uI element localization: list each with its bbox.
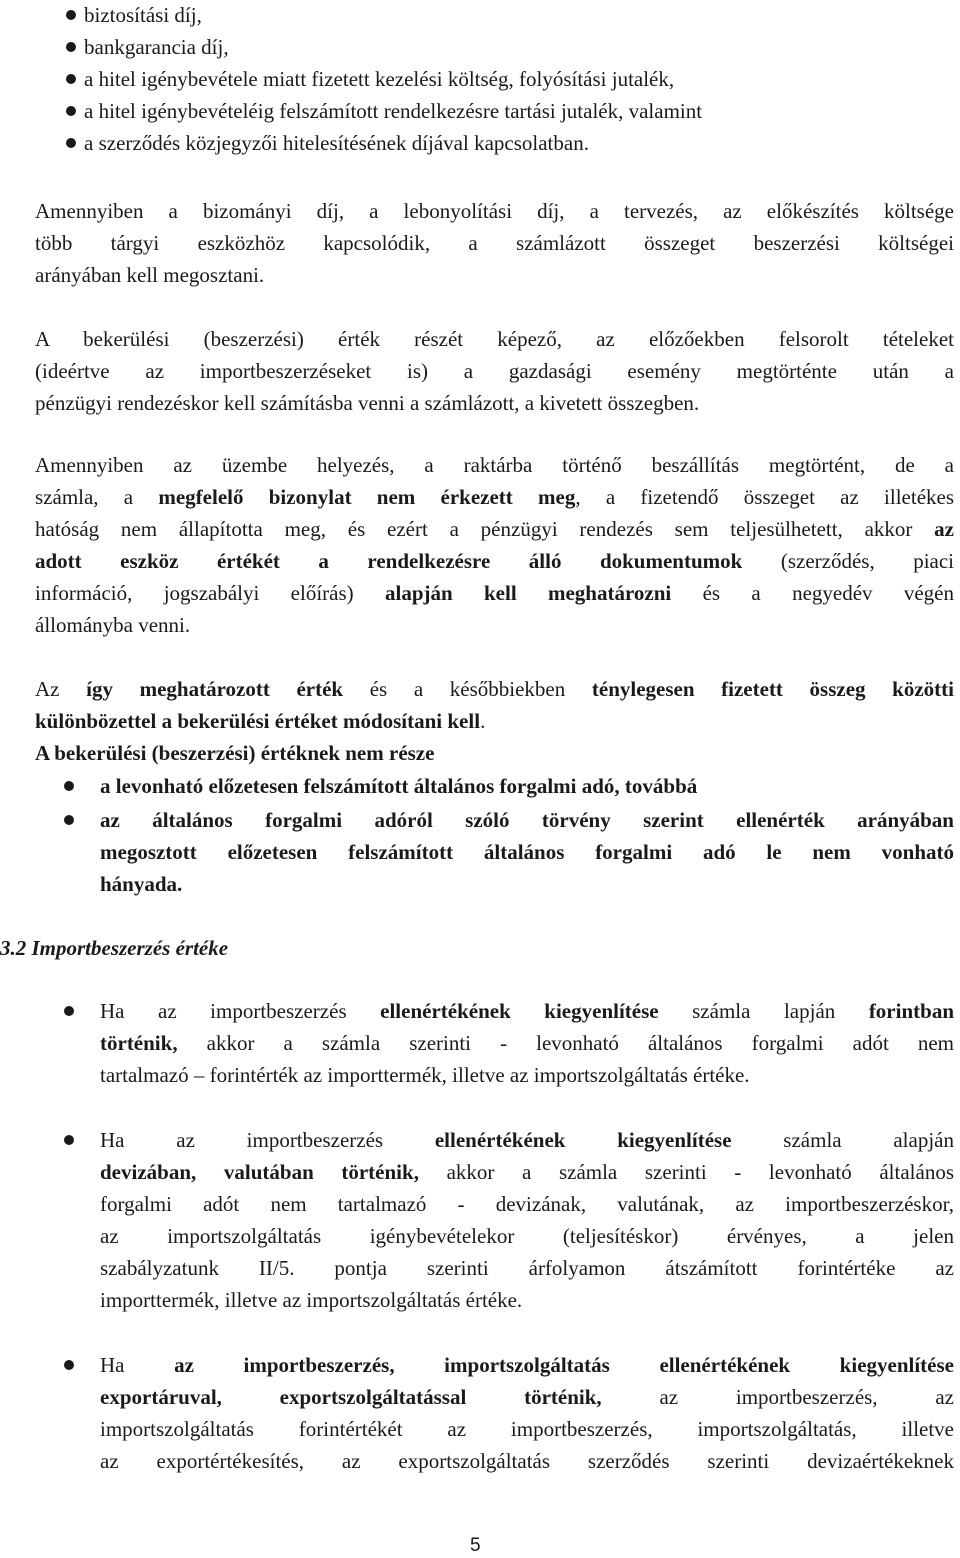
- bullet-icon: [64, 781, 74, 791]
- paragraph-line: pénzügyi rendezéskor kell számításba venni a számlázott, a kivetett összegben.: [35, 391, 700, 415]
- text-run: (szerződés, piaci: [742, 549, 954, 573]
- list-item-continuation: [100, 1027, 954, 1059]
- paragraph-line: [35, 481, 954, 513]
- paragraph-line: A bekerülési (beszerzési) értéknek nem része: [35, 741, 435, 765]
- text-run: Ha: [100, 1353, 175, 1377]
- list-item: biztosítási díj,: [84, 3, 202, 27]
- bullet-icon: [66, 106, 76, 116]
- bold-text-run: ténylegesen fizetett összeg közötti: [591, 677, 954, 701]
- text-run: Az: [35, 677, 87, 701]
- bold-text-run: megfelelő bizonylat nem érkezett meg: [158, 485, 576, 509]
- bold-text-run: exportáruval, exportszolgáltatással történik,: [100, 1385, 602, 1409]
- bold-text-run: ellenértékének kiegyenlítése: [434, 1128, 732, 1152]
- list-item: a levonható előzetesen felszámított általános forgalmi adó, továbbá: [100, 774, 698, 798]
- text-run: számla alapján: [731, 1128, 954, 1152]
- bold-text-run: alapján kell meghatározni: [384, 581, 672, 605]
- text-run: és a későbbiekben: [343, 677, 592, 701]
- list-item-continuation: [100, 1156, 954, 1188]
- list-item-continuation: importtermék, illetve az importszolgáltatás értéke.: [100, 1288, 523, 1312]
- list-item-continuation: az importszolgáltatás igénybevételekor (teljesítéskor) érvényes, a jelen: [100, 1224, 954, 1248]
- list-item-continuation: megosztott előzetesen felszámított általános forgalmi adó le nem vonható: [100, 840, 954, 864]
- bold-text-run: az: [934, 517, 954, 541]
- bold-text-run: különbözettel a bekerülési értéket módosítani kell: [35, 709, 481, 733]
- text-run: .: [480, 709, 486, 733]
- paragraph-line: Amennyiben az üzembe helyezés, a raktárba történő beszállítás megtörtént, de a: [35, 453, 954, 477]
- bullet-icon: [66, 138, 76, 148]
- paragraph-line: [35, 577, 954, 609]
- list-item: [100, 995, 954, 1027]
- bold-text-run: forintban: [868, 999, 954, 1023]
- bold-text-run: ellenértékének kiegyenlítése: [380, 999, 659, 1023]
- page-number: 5: [470, 1535, 481, 1556]
- paragraph-line: [35, 513, 954, 545]
- list-item: [100, 1349, 954, 1381]
- list-item: [100, 1124, 954, 1156]
- text-run: Ha az importbeszerzés: [100, 999, 381, 1023]
- list-item-continuation: importszolgáltatás forintértékét az importbeszerzés, importszolgáltatás, illetve: [100, 1417, 954, 1441]
- text-run: akkor a számla szerinti - levonható általános forgalmi adót nem: [177, 1031, 954, 1055]
- text-run: hatóság nem állapította meg, és ezért a pénzügyi rendezés sem teljesülhetett, akkor: [35, 517, 935, 541]
- list-item: bankgarancia díj,: [84, 35, 229, 59]
- bullet-icon: [64, 1135, 74, 1145]
- text-run: Ha az importbeszerzés: [100, 1128, 435, 1152]
- paragraph-line: [35, 705, 485, 737]
- list-item: az általános forgalmi adóról szóló törvény szerint ellenérték arányában: [100, 808, 954, 832]
- text-run: akkor a számla szerinti - levonható általános: [418, 1160, 954, 1184]
- text-run: számla, a: [35, 485, 159, 509]
- text-run: az importbeszerzés, az: [601, 1385, 954, 1409]
- paragraph-line: Amennyiben a bizományi díj, a lebonyolítási díj, a tervezés, az előkészítés költsége: [35, 199, 954, 223]
- list-item-continuation: az exportértékesítés, az exportszolgáltatás szerződés szerinti devizaértékeknek: [100, 1449, 954, 1473]
- paragraph-line: [35, 545, 954, 577]
- bold-text-run: az importbeszerzés, importszolgáltatás ellenértékének kiegyenlítése: [174, 1353, 954, 1377]
- list-item-continuation: tartalmazó – forintérték az importtermék, illetve az importszolgáltatás értéke.: [100, 1063, 750, 1087]
- text-run: , a fizetendő összeget az illetékes: [575, 485, 955, 509]
- paragraph-line: több tárgyi eszközhöz kapcsolódik, a számlázott összeget beszerzési költségei: [35, 231, 954, 255]
- list-item: a szerződés közjegyzői hitelesítésének díjával kapcsolatban.: [84, 131, 589, 155]
- paragraph-line: állományba venni.: [35, 613, 191, 637]
- section-heading: 3.2 Importbeszerzés értéke: [0, 936, 229, 960]
- bullet-icon: [66, 10, 76, 20]
- paragraph-line: (ideértve az importbeszerzéseket is) a gazdasági esemény megtörténte után a: [35, 359, 954, 383]
- list-item-continuation: forgalmi adót nem tartalmazó - devizának, valutának, az importbeszerzéskor,: [100, 1192, 954, 1216]
- paragraph-line: A bekerülési (beszerzési) érték részét képező, az előzőekben felsorolt tételeket: [35, 327, 954, 351]
- bullet-icon: [66, 42, 76, 52]
- bullet-icon: [66, 74, 76, 84]
- list-item-continuation: szabályzatunk II/5. pontja szerinti árfolyamon átszámított forintértéke az: [100, 1256, 954, 1280]
- bold-text-run: így meghatározott érték: [86, 677, 344, 701]
- bold-text-run: adott eszköz értékét a rendelkezésre álló dokumentumok: [35, 549, 743, 573]
- bold-text-run: devizában, valutában történik,: [100, 1160, 419, 1184]
- list-item-continuation: [100, 1381, 954, 1413]
- list-item: a hitel igénybevétele miatt fizetett kezelési költség, folyósítási jutalék,: [84, 67, 675, 91]
- paragraph-line: [35, 673, 954, 705]
- list-item-continuation: hányada.: [100, 872, 183, 896]
- list-item: a hitel igénybevételéig felszámított rendelkezésre tartási jutalék, valamint: [84, 99, 703, 123]
- paragraph-line: arányában kell megosztani.: [35, 263, 265, 287]
- bullet-icon: [64, 1360, 74, 1370]
- text-run: és a negyedév végén: [671, 581, 954, 605]
- bullet-icon: [64, 1006, 74, 1016]
- text-run: információ, jogszabályi előírás): [35, 581, 385, 605]
- bullet-icon: [64, 815, 74, 825]
- bold-text-run: történik,: [100, 1031, 178, 1055]
- text-run: számla lapján: [658, 999, 869, 1023]
